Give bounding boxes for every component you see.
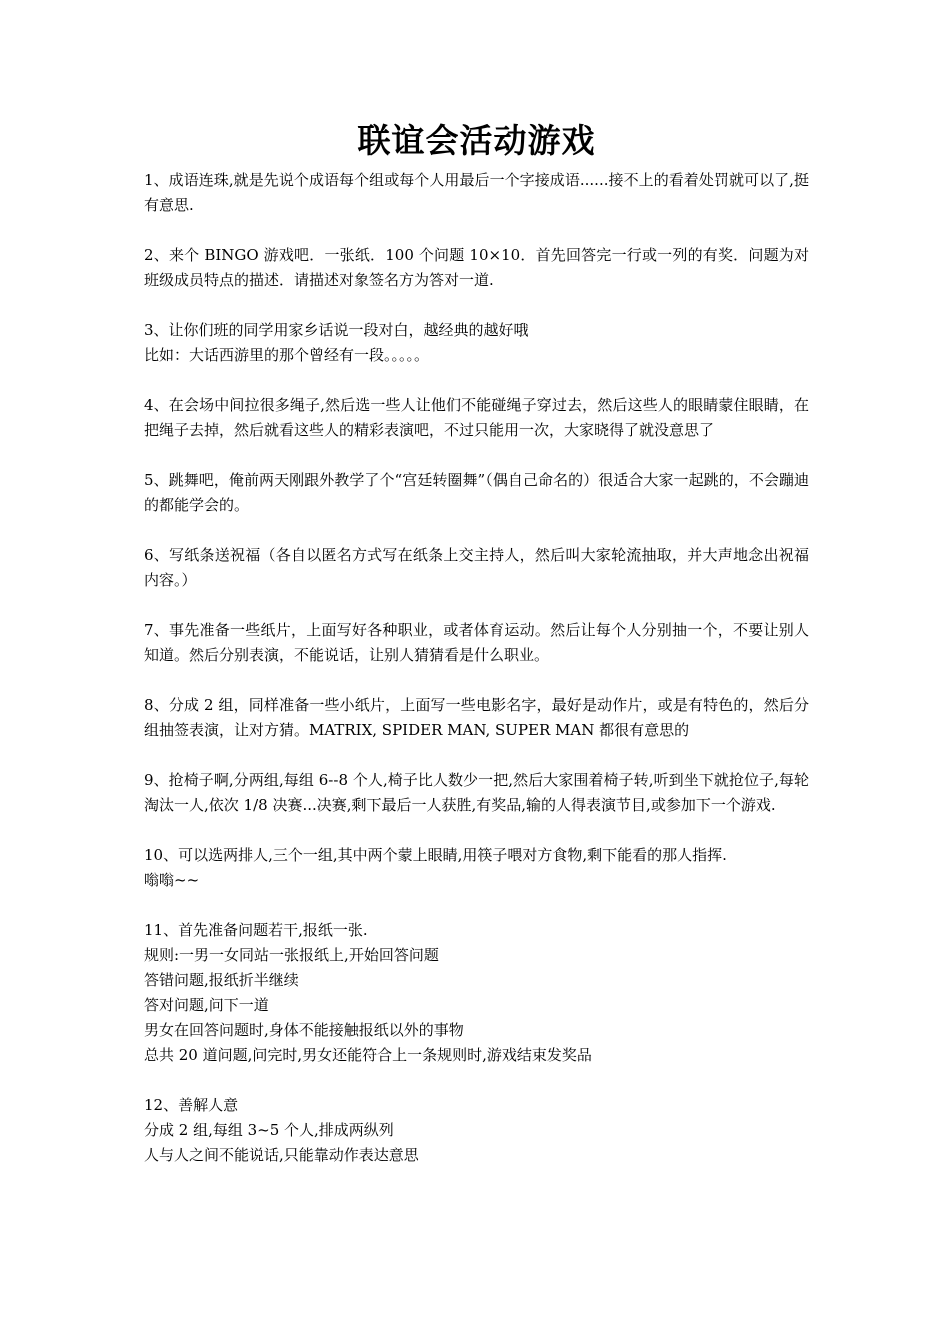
game-item-2 — [144, 243, 809, 293]
item-text: 2、来个 BINGO 游戏吧．一张纸．100 个问题 10×10．首先回答完一行或一列的有奖．问题为对班级成员特点的描述．请描述对象签名方为答对一道. — [144, 246, 809, 289]
item-text: 答对问题,问下一道 — [144, 996, 269, 1014]
game-item-10 — [144, 843, 809, 893]
game-item-6 — [144, 543, 809, 593]
item-text: 5、跳舞吧，俺前两天刚跟外教学了个“宫廷转圈舞”（偶自己命名的）很适合大家一起跳的，不会蹦迪的都能学会的。 — [144, 471, 809, 514]
game-item-9 — [144, 768, 809, 818]
game-item-1 — [144, 168, 809, 218]
item-text: 嗡嗡~~ — [144, 871, 200, 889]
item-text: 分成 2 组,每组 3~5 个人,排成两纵列 — [144, 1121, 394, 1139]
item-text: 10、可以选两排人,三个一组,其中两个蒙上眼睛,用筷子喂对方食物,剩下能看的那人指挥. — [144, 846, 727, 864]
document-page — [144, 118, 809, 1193]
game-item-8 — [144, 693, 809, 743]
game-item-12 — [144, 1093, 809, 1168]
item-text: 4、在会场中间拉很多绳子,然后选一些人让他们不能碰绳子穿过去，然后这些人的眼睛蒙住眼睛，在把绳子去掉，然后就看这些人的精彩表演吧，不过只能用一次，大家晓得了就没意思了 — [144, 396, 809, 439]
item-text: 男女在回答问题时,身体不能接触报纸以外的事物 — [144, 1021, 464, 1039]
item-text: 9、抢椅子啊,分两组,每组 6--8 个人,椅子比人数少一把,然后大家围着椅子转,听到坐下就抢位子,每轮淘汰一人,依次 1/8 决赛...决赛,剩下最后一人获胜,有奖品,输的人得表演节目,或参加下一个游戏. — [144, 771, 809, 814]
item-text: 比如：大话西游里的那个曾经有一段。。。。。 — [144, 346, 430, 364]
item-text: 答错问题,报纸折半继续 — [144, 971, 299, 989]
game-item-7 — [144, 618, 809, 668]
item-text: 7、事先准备一些纸片，上面写好各种职业，或者体育运动。然后让每个人分别抽一个，不要让别人知道。然后分别表演，不能说话，让别人猜猜看是什么职业。 — [144, 621, 809, 664]
item-text: 1、成语连珠,就是先说个成语每个组或每个人用最后一个字接成语......接不上的看着处罚就可以了,挺有意思. — [144, 171, 809, 214]
document-title: 联谊会活动游戏 — [357, 121, 596, 160]
game-item-5 — [144, 468, 809, 518]
item-text: 8、分成 2 组，同样准备一些小纸片，上面写一些电影名字，最好是动作片，或是有特色的，然后分组抽签表演，让对方猜。MATRIX, SPIDER MAN, SUPER MAN 都很有意思的 — [144, 696, 809, 739]
item-text: 11、首先准备问题若干,报纸一张. — [144, 921, 368, 939]
game-item-3 — [144, 318, 809, 368]
item-text: 6、写纸条送祝福（各自以匿名方式写在纸条上交主持人，然后叫大家轮流抽取，并大声地念出祝福内容。） — [144, 546, 809, 589]
item-text: 总共 20 道问题,问完时,男女还能符合上一条规则时,游戏结束发奖品 — [144, 1046, 592, 1064]
game-item-11 — [144, 918, 809, 1068]
item-text: 3、让你们班的同学用家乡话说一段对白，越经典的越好哦 — [144, 321, 529, 339]
item-text: 人与人之间不能说话,只能靠动作表达意思 — [144, 1146, 419, 1164]
game-item-4 — [144, 393, 809, 443]
item-text: 12、善解人意 — [144, 1096, 239, 1114]
item-text: 规则:一男一女同站一张报纸上,开始回答问题 — [144, 946, 439, 964]
